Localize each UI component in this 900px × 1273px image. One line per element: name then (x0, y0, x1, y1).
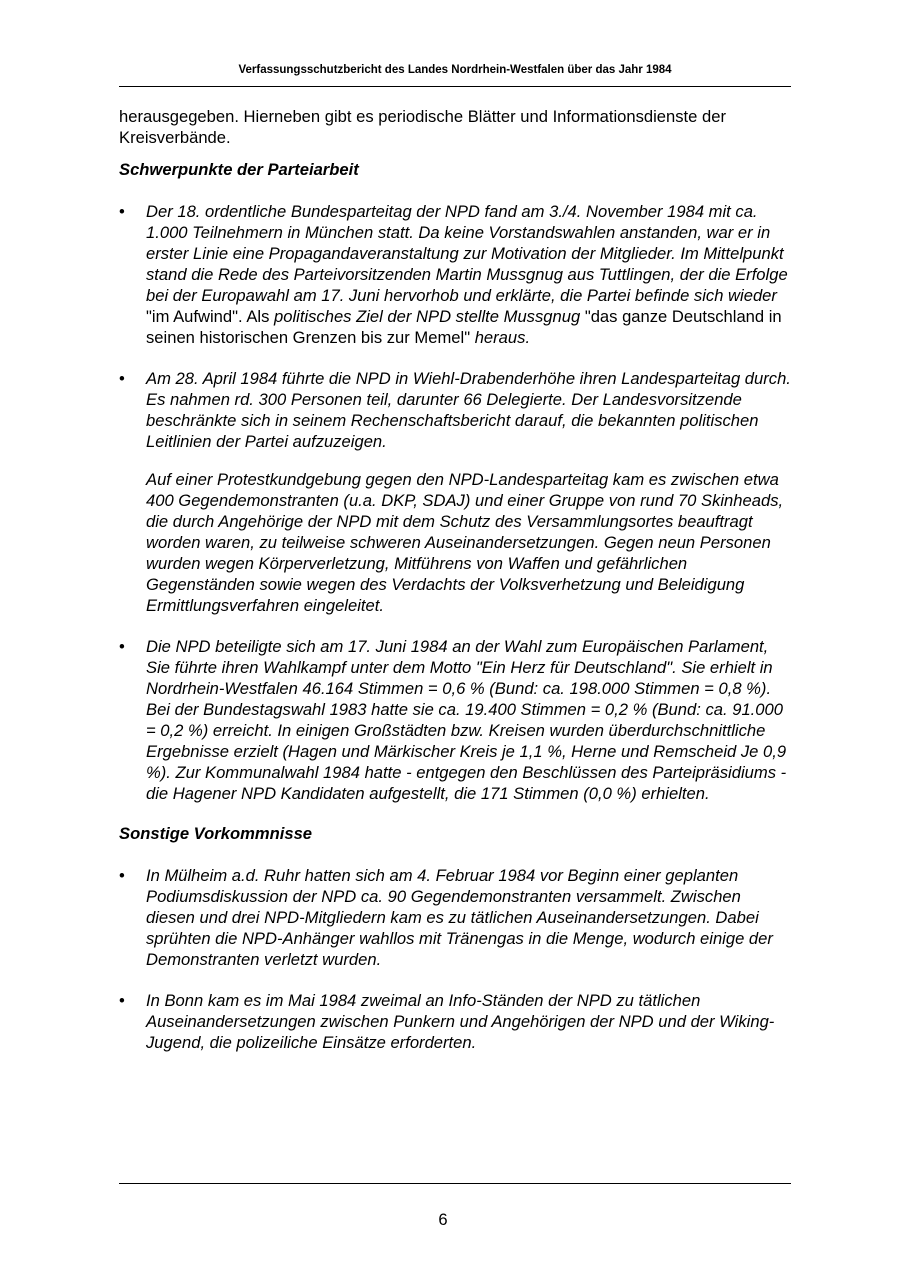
list-item-bundesparteitag (119, 201, 791, 348)
bullet-icon: • (119, 991, 125, 1010)
list-item-landesparteitag (119, 368, 791, 616)
page-number: 6 (438, 1210, 448, 1229)
list-item-europawahl (119, 636, 791, 804)
quote-im-aufwind: "im Aufwind". Als (146, 307, 274, 326)
bullet-text: In Bonn kam es im Mai 1984 zweimal an Info-Ständen der NPD zu tätlichen Auseinandersetzungen zwischen Punkern und Angehörigen der NPD und der Wiking-Jugend, die polizeiliche Einsätze erforderten. (146, 991, 775, 1052)
footer-divider (119, 1183, 791, 1184)
header-divider (119, 86, 791, 87)
bullet-text: Die NPD beteiligte sich am 17. Juni 1984 an der Wahl zum Europäischen Parlament, Sie führte ihren Wahlkampf unter dem Motto "Ein Herz für Deutschland". Sie erhielt in Nordrhein-Westfalen 46.164 Stimmen = 0,6 % (Bund: ca. 198.000 Stimmen = 0,8 %). Bei der Bundestagswahl 1983 hatte sie ca. 19.400 Stimmen = 0,2 % (Bund: ca. 91.000 = 0,2 %) erreicht. In einigen Großstädten bzw. Kreisen wurden überdurchschnittliche Ergebnisse erzielt (Hagen und Märkischer Kreis je 1,1 %, Herne und Remscheid Je 0,9 %). Zur Kommunalwahl 1984 hatte - entgegen den Beschlüssen des Parteipräsidiums - die Hagener NPD Kandidaten aufgestellt, die 171 Stimmen (0,0 %) erhielten. (146, 637, 787, 803)
list-item-bonn (119, 990, 791, 1053)
bullet-text (146, 201, 791, 348)
bullet-text-italic: politisches Ziel der NPD stellte Mussgnug (274, 307, 581, 326)
bullet-text-italic: heraus. (474, 328, 531, 347)
bullet-icon: • (119, 637, 125, 656)
intro-paragraph: herausgegeben. Hierneben gibt es periodische Blätter und Informationsdienste der Kreisverbände. (119, 107, 726, 147)
section-heading-vorkommnisse: Sonstige Vorkommnisse (119, 824, 313, 843)
quote-deutschland: "das ganze Deutschland in seinen historischen Grenzen bis zur Memel" (146, 307, 782, 347)
bullet-text: Am 28. April 1984 führte die NPD in Wiehl-Drabenderhöhe ihren Landesparteitag durch. Es nahmen rd. 300 Personen teil, darunter 66 Delegierte. Der Landesvorsitzende beschränkte sich in seinem Rechenschaftsbericht darauf, die bekannten politischen Leitlinien der Partei aufzuzeigen. (146, 369, 791, 451)
bullet-icon: • (119, 202, 125, 221)
bullet-icon: • (119, 369, 125, 388)
list-item-muelheim (119, 865, 791, 970)
section-heading-parteiarbeit: Schwerpunkte der Parteiarbeit (119, 160, 359, 179)
document-body (119, 106, 791, 1073)
bullet-icon: • (119, 866, 125, 885)
bullet-text-continuation: Auf einer Protestkundgebung gegen den NPD-Landesparteitag kam es zwischen etwa 400 Gegendemonstranten (u.a. DKP, SDAJ) und einer Gruppe von rund 70 Skinheads, die durch Angehörige der NPD mit dem Schutz des Versammlungsortes beauftragt worden waren, zu teilweise schweren Auseinandersetzungen. Gegen neun Personen wurden wegen Körperverletzung, Mitführens von Waffen und gefährlichen Gegenständen sowie wegen des Verdachts der Volksverhetzung und Beleidigung Ermittlungsverfahren eingeleitet. (146, 470, 784, 615)
page-header: Verfassungsschutzbericht des Landes Nordrhein-Westfalen über das Jahr 1984 (238, 64, 672, 76)
bullet-text-italic: Der 18. ordentliche Bundesparteitag der NPD fand am 3./4. November 1984 mit ca. 1.000 Teilnehmern in München statt. Da keine Vorstandswahlen anstanden, war er in erster Linie eine Propagandaveranstaltung zur Motivation der Mitglieder. Im Mittelpunkt stand die Rede des Parteivorsitzenden Martin Mussgnug aus Tuttlingen, der die Erfolge bei der Europawahl am 17. Juni hervorhob und erklärte, die Partei befinde sich wieder (146, 202, 788, 305)
bullet-text: In Mülheim a.d. Ruhr hatten sich am 4. Februar 1984 vor Beginn einer geplanten Podiumsdiskussion der NPD ca. 90 Gegendemonstranten versammelt. Zwischen diesen und drei NPD-Mitgliedern kam es zu tätlichen Auseinandersetzungen. Dabei sprühten die NPD-Anhänger wahllos mit Tränengas in die Menge, wodurch einige der Demonstranten verletzt wurden. (146, 866, 773, 969)
